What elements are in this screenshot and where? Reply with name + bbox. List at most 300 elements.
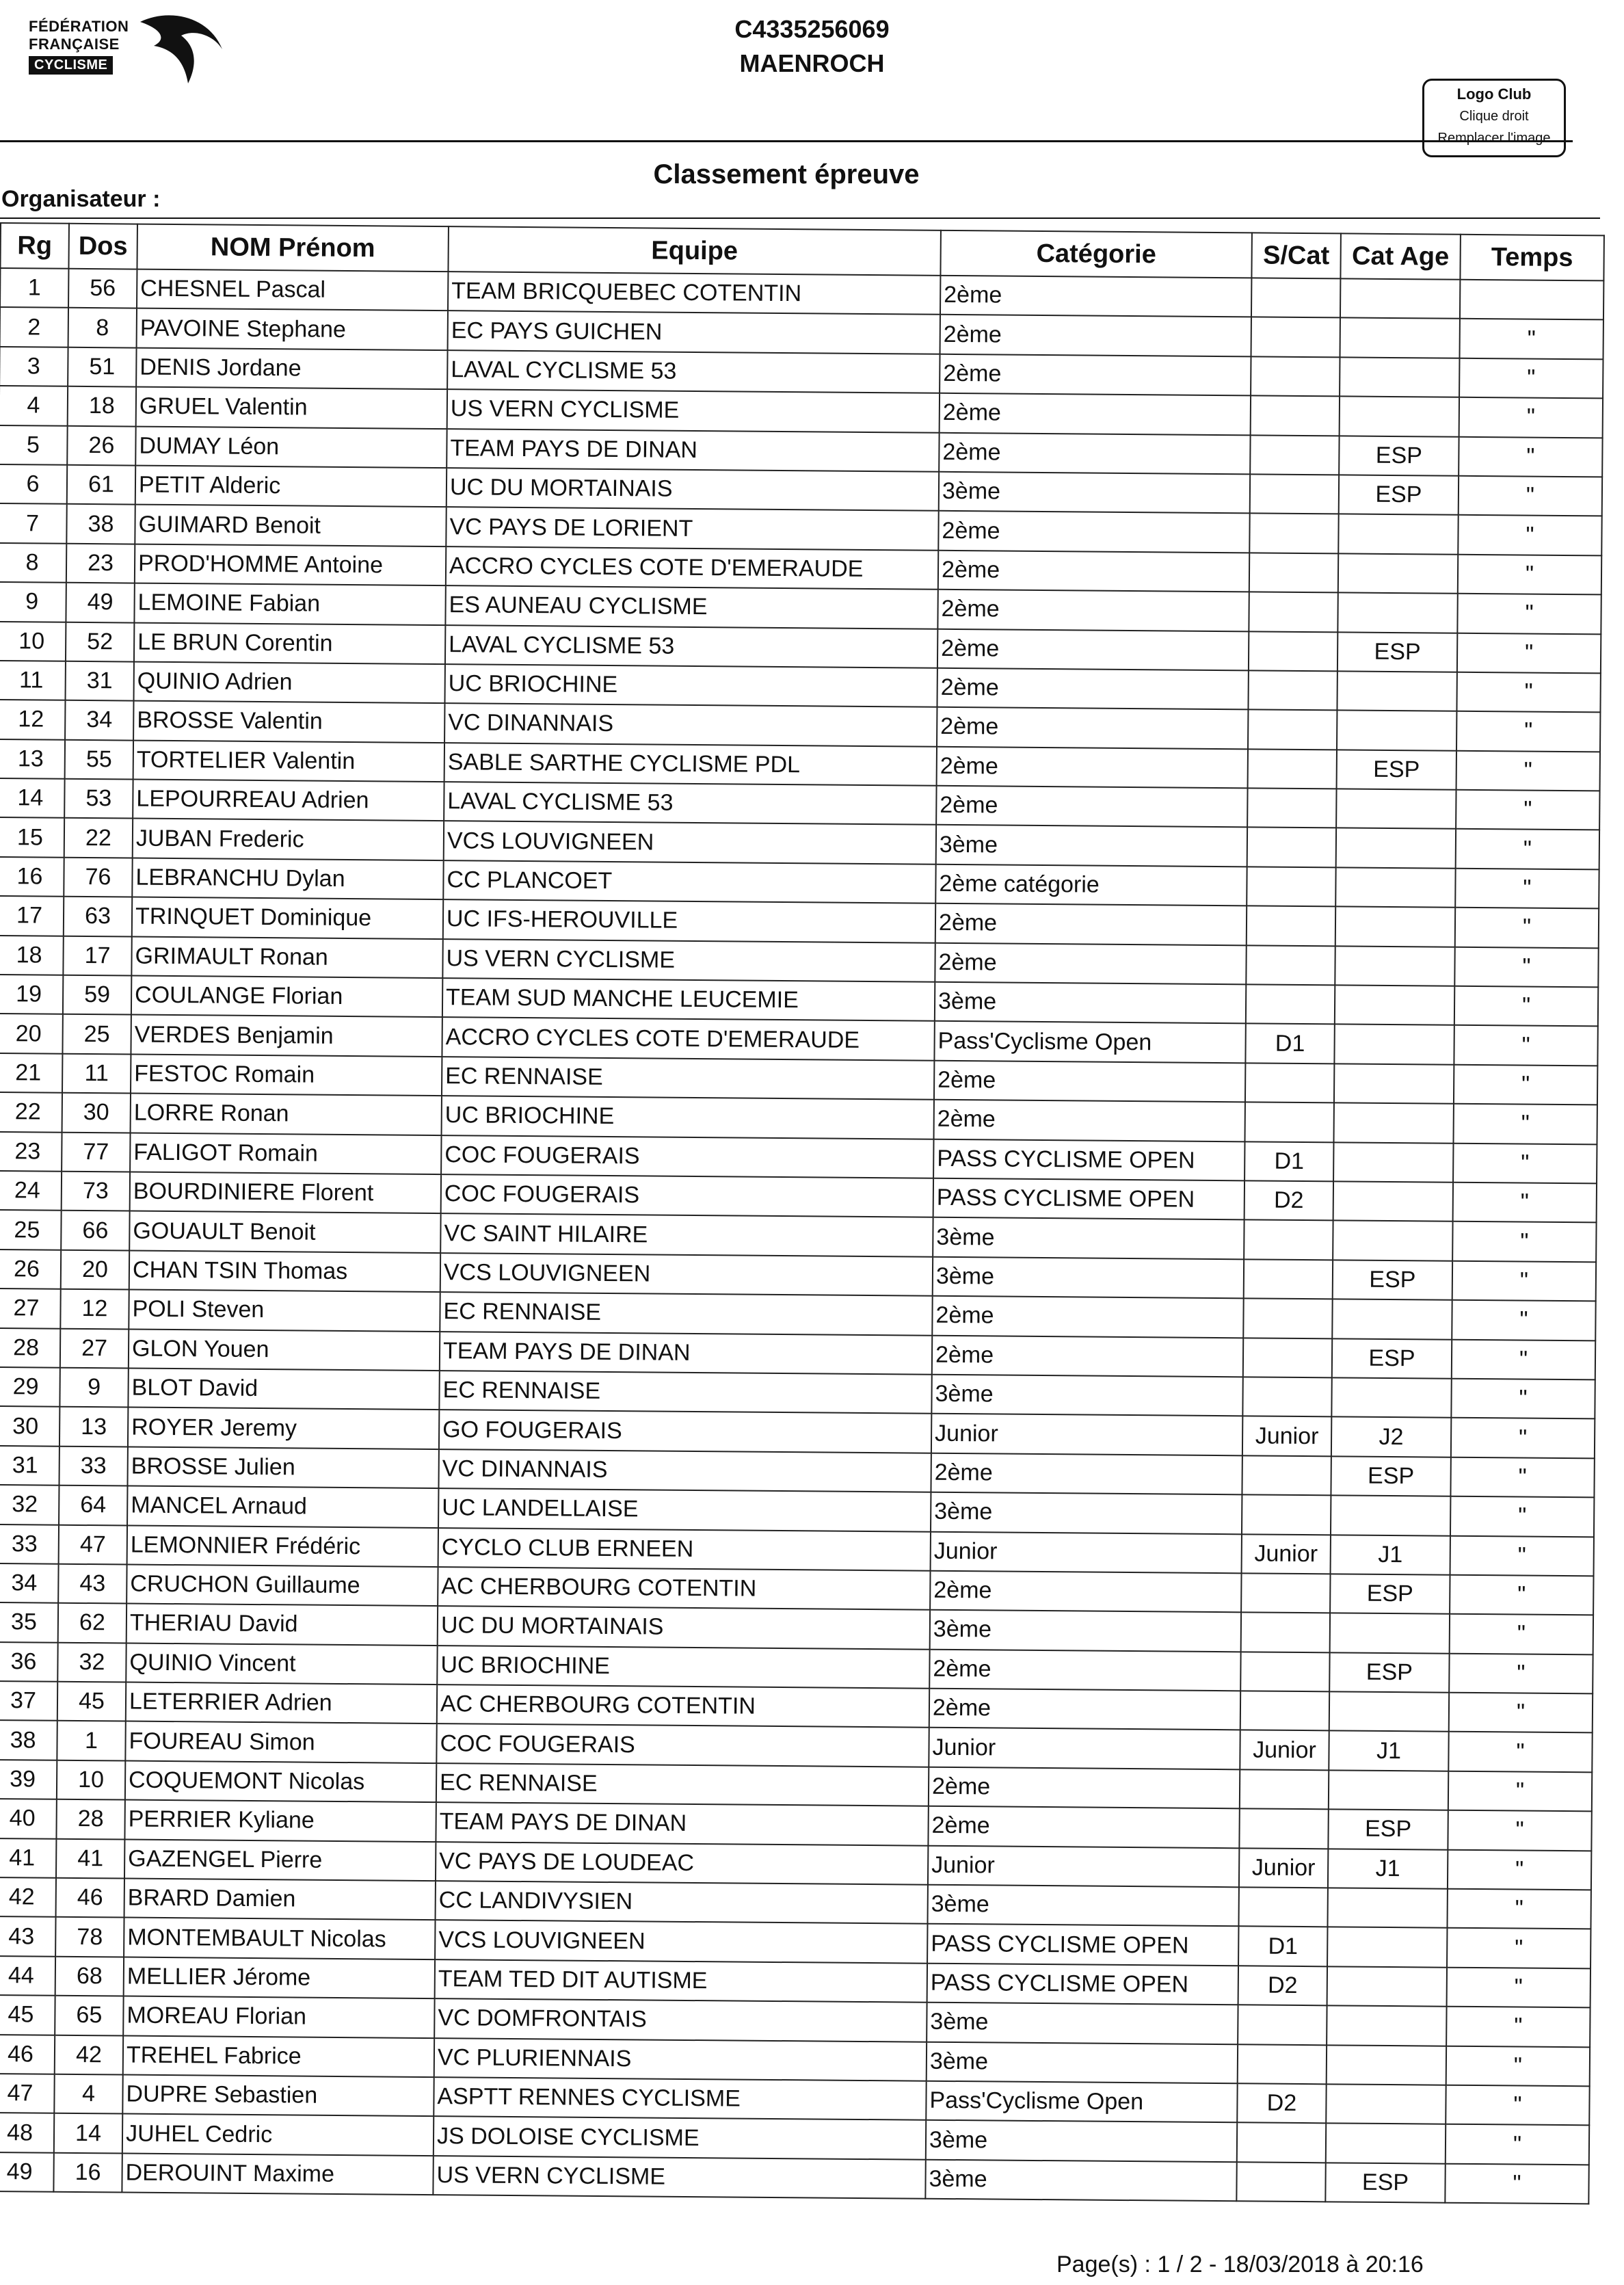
category-cell: 3ème [925,2159,1236,2201]
category-cell: 2ème [929,1649,1240,1691]
rank-cell: 42 [0,1877,56,1917]
name-cell: PETIT Alderic [135,466,447,507]
col-header-categorie: Catégorie [940,230,1252,278]
col-header-catage: Cat Age [1340,233,1461,279]
name-cell: DUMAY Léon [135,426,447,468]
rank-cell: 24 [0,1171,62,1211]
team-cell: ES AUNEAU CYCLISME [445,585,937,629]
subcategory-cell [1245,1063,1334,1102]
team-cell: ASPTT RENNES CYCLISME [434,2077,926,2120]
rank-cell: 27 [0,1289,61,1328]
category-cell: 2ème [934,1100,1245,1141]
subcategory-cell [1247,828,1336,867]
col-header-nom: NOM Prénom [137,224,449,272]
age-category-cell [1327,1888,1447,1928]
name-cell: LEMONNIER Frédéric [127,1525,438,1567]
rank-cell: 25 [0,1210,62,1250]
age-category-cell [1333,1181,1453,1221]
logo-club-hint-1: Clique droit [1459,109,1529,124]
category-cell: 2ème [937,590,1249,631]
category-cell: 3ème [931,1375,1242,1416]
team-cell: LAVAL CYCLISME 53 [445,625,937,668]
name-cell: POLI Steven [129,1290,440,1332]
rank-cell: 38 [0,1720,57,1760]
page-footer: Page(s) : 1 / 2 - 18/03/2018 à 20:16 [1056,2251,1424,2277]
age-category-cell [1337,671,1456,711]
age-category-cell: J1 [1328,1849,1448,1889]
bib-cell: 63 [64,897,132,936]
bib-cell: 68 [55,1957,124,1996]
subcategory-cell: Junior [1240,1730,1329,1770]
name-cell: GOUAULT Benoit [129,1211,440,1253]
ffc-logo-line2: FRANÇAISE [29,36,120,53]
ffc-logo-line3: CYCLISME [29,56,113,75]
team-cell: UC IFS-HEROUVILLE [443,899,935,942]
bib-cell: 31 [66,661,134,701]
rank-cell: 20 [0,1014,63,1053]
age-category-cell: ESP [1329,1652,1449,1693]
ffc-logo-line1: FÉDÉRATION [29,18,129,35]
bib-cell: 30 [62,1093,131,1133]
age-category-cell: ESP [1333,1260,1452,1300]
rank-cell: 36 [0,1642,58,1682]
rank-cell: 13 [0,739,65,779]
age-category-cell [1338,553,1458,594]
category-cell: 3ème [935,982,1246,1024]
rank-cell: 12 [0,700,66,739]
team-cell: US VERN CYCLISME [447,389,940,432]
category-cell: PASS CYCLISME OPEN [927,1924,1238,1966]
bib-cell: 76 [64,858,132,897]
time-cell: " [1447,1889,1590,1929]
time-cell: " [1447,1928,1590,1968]
team-cell: ACCRO CYCLES COTE D'EMERAUDE [446,546,938,590]
rank-cell: 40 [0,1799,57,1838]
category-cell: 2ème [936,786,1247,828]
age-category-cell [1335,907,1455,947]
col-header-rg: Rg [0,223,69,269]
time-cell: " [1457,633,1601,673]
category-cell: Junior [931,1531,1242,1573]
age-category-cell: ESP [1330,1574,1450,1614]
rank-cell: 3 [0,347,68,386]
rank-cell: 16 [0,857,64,897]
team-cell: VC DINANNAIS [438,1449,931,1492]
age-category-cell [1334,1064,1454,1104]
bib-cell: 38 [66,504,135,544]
team-cell: VC DOMFRONTAIS [434,1998,927,2042]
subcategory-cell [1241,1613,1330,1652]
age-category-cell: J1 [1331,1535,1450,1575]
bib-cell: 56 [68,269,137,308]
category-cell: PASS CYCLISME OPEN [927,1964,1238,2005]
subcategory-cell [1248,670,1337,710]
rank-cell: 34 [0,1563,59,1603]
age-category-cell [1335,985,1454,1025]
category-cell: 2ème [938,551,1249,592]
time-cell: " [1455,908,1599,948]
time-cell: " [1453,1104,1597,1144]
name-cell: MELLIER Jérome [124,1957,435,1998]
rank-cell: 19 [0,975,63,1014]
rank-cell: 44 [0,1956,55,1996]
time-cell: " [1460,319,1603,359]
team-cell: TEAM PAYS DE DINAN [440,1332,932,1375]
subcategory-cell [1237,2123,1326,2163]
time-cell: " [1452,1339,1595,1379]
time-cell: " [1458,515,1601,555]
bib-cell: 23 [66,544,135,583]
bib-cell: 25 [62,1014,131,1054]
subcategory-cell [1239,1809,1328,1849]
time-cell: " [1451,1379,1595,1419]
age-category-cell [1338,514,1458,555]
name-cell: ROYER Jeremy [128,1408,439,1449]
bib-cell: 33 [59,1446,127,1485]
rank-cell: 14 [0,778,65,818]
age-category-cell [1330,1613,1450,1654]
category-cell: 3ème [933,1217,1244,1259]
name-cell: BOURDINIERE Florent [130,1172,441,1214]
name-cell: MOREAU Florian [123,1996,434,2038]
team-cell: EC RENNAISE [442,1057,934,1100]
rank-cell: 35 [0,1602,58,1642]
age-category-cell: ESP [1339,475,1459,515]
team-cell: CC LANDIVYSIEN [436,1881,928,1924]
rank-cell: 31 [0,1446,59,1485]
bib-cell: 10 [57,1760,125,1800]
age-category-cell [1329,1691,1449,1732]
time-cell: " [1451,1418,1595,1458]
team-cell: COC FOUGERAIS [441,1174,933,1217]
time-cell: " [1454,1025,1597,1066]
rank-cell: 2 [0,307,68,347]
logo-club-hint-2: Remplacer l'image [1437,131,1551,146]
team-cell: AC CHERBOURG COTENTIN [437,1685,929,1728]
rank-cell: 15 [0,817,64,857]
rank-cell: 28 [0,1328,60,1368]
category-cell: PASS CYCLISME OPEN [933,1178,1244,1220]
bib-cell: 46 [56,1878,124,1918]
subcategory-cell [1240,1769,1329,1809]
subcategory-cell [1251,396,1340,436]
age-category-cell: ESP [1337,632,1457,672]
age-category-cell [1327,2045,1446,2085]
time-cell: " [1456,790,1599,830]
team-cell: JS DOLOISE CYCLISME [434,2116,926,2159]
category-cell: 2ème [931,1453,1242,1494]
category-cell: 2ème [929,1689,1240,1730]
bib-cell: 20 [61,1250,129,1290]
subcategory-cell [1238,1887,1327,1927]
rank-cell: 46 [0,2035,55,2074]
category-cell: Pass'Cyclisme Open [934,1021,1245,1063]
subcategory-cell: D1 [1244,1141,1333,1181]
subcategory-cell [1246,984,1335,1024]
subcategory-cell [1240,1691,1329,1730]
name-cell: QUINIO Vincent [126,1643,437,1685]
bib-cell: 27 [60,1328,129,1368]
col-header-temps: Temps [1460,235,1604,281]
subcategory-cell [1242,1377,1331,1416]
name-cell: CRUCHON Guillaume [127,1564,438,1606]
bib-cell: 55 [65,739,133,779]
age-category-cell [1331,1495,1450,1535]
category-cell: Junior [928,1845,1239,1887]
bib-cell: 53 [64,779,133,819]
category-cell: 2ème [940,354,1251,396]
subcategory-cell [1248,710,1337,750]
bib-cell: 18 [68,386,136,426]
subcategory-cell [1240,1652,1329,1691]
name-cell: QUINIO Adrien [134,661,445,703]
time-cell: " [1446,2085,1589,2126]
team-cell: TEAM PAYS DE DINAN [447,429,939,472]
bib-cell: 65 [55,1996,123,2035]
age-category-cell: ESP [1325,2163,1445,2203]
category-cell: 2ème [940,276,1251,317]
team-cell: VC PAYS DE LORIENT [446,507,938,550]
name-cell: FALIGOT Romain [130,1133,441,1174]
name-cell: GUIMARD Benoit [135,505,446,546]
name-cell: PROD'HOMME Antoine [135,544,446,585]
category-cell: 2ème catégorie [935,864,1247,906]
table-body [0,268,1603,2204]
bib-cell: 42 [55,2035,123,2074]
time-cell: " [1458,554,1601,594]
category-cell: 2ème [937,629,1249,670]
age-category-cell: ESP [1337,750,1456,790]
subcategory-cell [1251,317,1340,357]
rank-cell: 10 [0,622,66,661]
time-cell: " [1448,1732,1592,1772]
name-cell: COQUEMONT Nicolas [125,1760,436,1802]
team-cell: COC FOUGERAIS [441,1135,933,1178]
category-cell: Junior [929,1728,1240,1769]
name-cell: BLOT David [128,1368,439,1410]
name-cell: GRIMAULT Ronan [131,936,442,978]
rank-cell: 11 [0,661,66,700]
subcategory-cell [1243,1338,1332,1377]
time-cell: " [1450,1575,1593,1615]
team-cell: TEAM SUD MANCHE LEUCEMIE [442,978,935,1021]
time-cell: " [1454,947,1598,987]
category-cell: PASS CYCLISME OPEN [933,1139,1244,1180]
time-cell: " [1452,1221,1596,1262]
time-cell [1460,280,1603,320]
race-code: C4335256069 [734,15,890,43]
age-category-cell [1336,789,1456,829]
rank-cell: 22 [0,1092,62,1132]
bib-cell: 22 [64,818,133,858]
name-cell: GRUEL Valentin [136,387,447,429]
name-cell: JUHEL Cedric [122,2114,434,2156]
subcategory-cell [1236,2162,1325,2202]
subcategory-cell: Junior [1242,1416,1331,1456]
name-cell: PERRIER Kyliane [124,1800,436,1842]
time-cell: " [1448,1771,1592,1812]
subcategory-cell [1244,1259,1333,1299]
rank-cell: 5 [0,425,68,465]
bib-cell: 61 [67,465,135,505]
subcategory-cell [1247,867,1335,906]
age-category-cell [1335,946,1454,986]
age-category-cell [1327,1927,1447,1968]
subcategory-cell: Junior [1239,1848,1328,1888]
name-cell: THERIAU David [127,1604,438,1646]
name-cell: TREHEL Fabrice [123,2035,434,2077]
subcategory-cell [1242,1494,1331,1534]
time-cell: " [1452,1300,1595,1340]
name-cell: LEPOURREAU Adrien [133,780,444,821]
team-cell: CYCLO CLUB ERNEEN [438,1528,931,1571]
time-cell: " [1454,986,1598,1027]
team-cell: SABLE SARTHE CYCLISME PDL [444,743,937,786]
subcategory-cell [1241,1573,1330,1613]
rank-cell: 18 [0,936,64,975]
name-cell: LEMOINE Fabian [134,583,445,625]
team-cell: UC BRIOCHINE [437,1646,929,1689]
bib-cell: 47 [59,1524,127,1564]
time-cell: " [1459,397,1603,438]
team-cell: COC FOUGERAIS [436,1724,929,1767]
team-cell: VCS LOUVIGNEEN [440,1253,933,1296]
age-category-cell [1334,1025,1454,1065]
age-category-cell: J1 [1329,1731,1448,1771]
name-cell: LEBRANCHU Dylan [132,858,443,899]
name-cell: COULANGE Florian [131,976,442,1018]
category-cell: 3ème [939,472,1250,514]
time-cell: " [1459,476,1602,516]
team-cell: UC DU MORTAINAIS [447,468,939,511]
category-cell: 2ème [929,1767,1240,1809]
rank-cell: 8 [0,543,66,583]
time-cell: " [1457,594,1601,634]
age-category-cell [1332,1299,1452,1340]
bib-cell: 8 [68,308,137,347]
subcategory-cell [1250,474,1339,514]
time-cell: " [1456,750,1600,791]
category-cell: Junior [931,1414,1242,1455]
name-cell: VERDES Benjamin [131,1015,442,1057]
subcategory-cell [1248,749,1337,789]
subcategory-cell [1249,631,1337,671]
age-category-cell [1340,397,1459,437]
time-cell: " [1449,1653,1593,1693]
bib-cell: 66 [61,1211,129,1250]
bib-cell: 14 [54,2113,122,2153]
time-cell: " [1445,2163,1588,2204]
category-cell: 3ème [930,1610,1241,1652]
bib-cell: 51 [68,347,136,387]
organisateur-label: Organisateur : [1,186,161,212]
section-title: Classement épreuve [0,140,1573,188]
rank-cell: 23 [0,1132,62,1172]
logo-club-label: Logo Club [1456,85,1532,103]
team-cell: UC LANDELLAISE [438,1488,931,1531]
category-cell: 2ème [940,315,1251,356]
age-category-cell [1327,1966,1447,2007]
time-cell: " [1450,1614,1593,1654]
time-cell: " [1456,829,1599,869]
age-category-cell [1337,711,1456,751]
name-cell: MANCEL Arnaud [127,1486,438,1528]
name-cell: LETERRIER Adrien [126,1682,437,1724]
team-cell: EC RENNAISE [439,1371,931,1414]
category-cell: 2ème [937,707,1248,749]
bib-cell: 59 [63,975,131,1015]
subcategory-cell [1249,514,1338,553]
rank-cell: 45 [0,1995,55,2035]
age-category-cell: ESP [1328,1810,1448,1850]
team-cell: ACCRO CYCLES COTE D'EMERAUDE [442,1018,934,1061]
team-cell: LAVAL CYCLISME 53 [444,782,936,825]
rank-cell: 1 [0,268,68,308]
team-cell: UC BRIOCHINE [444,664,937,707]
category-cell: 3ème [933,1257,1244,1299]
team-cell: VC PLURIENNAIS [434,2038,927,2081]
name-cell: JUBAN Frederic [133,819,444,860]
category-cell: 3ème [927,2042,1238,2083]
bib-cell: 73 [62,1172,130,1211]
category-cell: Pass'Cyclisme Open [926,2081,1237,2123]
age-category-cell: ESP [1339,436,1459,476]
bib-cell: 78 [55,1917,124,1957]
bib-cell: 17 [63,936,131,975]
name-cell: PAVOINE Stephane [137,308,448,350]
name-cell: LORRE Ronan [131,1094,442,1135]
subcategory-cell [1246,945,1335,985]
name-cell: DENIS Jordane [136,347,447,389]
bib-cell: 45 [57,1682,126,1721]
bib-cell: 26 [67,425,135,465]
rank-cell: 47 [0,2074,55,2113]
name-cell: TRINQUET Dominique [132,897,443,939]
col-header-equipe: Equipe [448,226,940,276]
category-cell: 3ème [927,2003,1238,2044]
age-category-cell [1340,318,1460,358]
team-cell: VCS LOUVIGNEEN [435,1920,927,1963]
name-cell: DEROUINT Maxime [122,2153,433,2195]
divider [0,217,1600,219]
bib-cell: 34 [65,700,133,740]
rank-cell: 48 [0,2113,54,2152]
subcategory-cell [1247,906,1335,946]
age-category-cell: J2 [1331,1417,1451,1457]
bib-cell: 32 [57,1642,126,1682]
subcategory-cell [1243,1298,1332,1338]
subcategory-cell [1242,1455,1331,1495]
subcategory-cell [1245,1102,1334,1142]
time-cell: " [1446,2007,1590,2047]
time-cell: " [1450,1496,1594,1537]
team-cell: US VERN CYCLISME [433,2156,925,2199]
rank-cell: 39 [0,1760,57,1799]
subcategory-cell: D2 [1237,2083,1326,2123]
time-cell: " [1447,1967,1590,2007]
team-cell: TEAM TED DIT AUTISME [435,1959,927,2003]
age-category-cell [1331,1377,1451,1418]
bib-cell: 49 [66,583,134,622]
subcategory-cell [1238,2005,1327,2044]
age-category-cell [1329,1770,1448,1810]
subcategory-cell [1251,278,1340,317]
subcategory-cell [1244,1220,1333,1260]
name-cell: CHAN TSIN Thomas [129,1250,440,1292]
rank-cell: 9 [0,582,66,622]
bib-cell: 62 [58,1603,127,1643]
age-category-cell [1340,278,1460,319]
